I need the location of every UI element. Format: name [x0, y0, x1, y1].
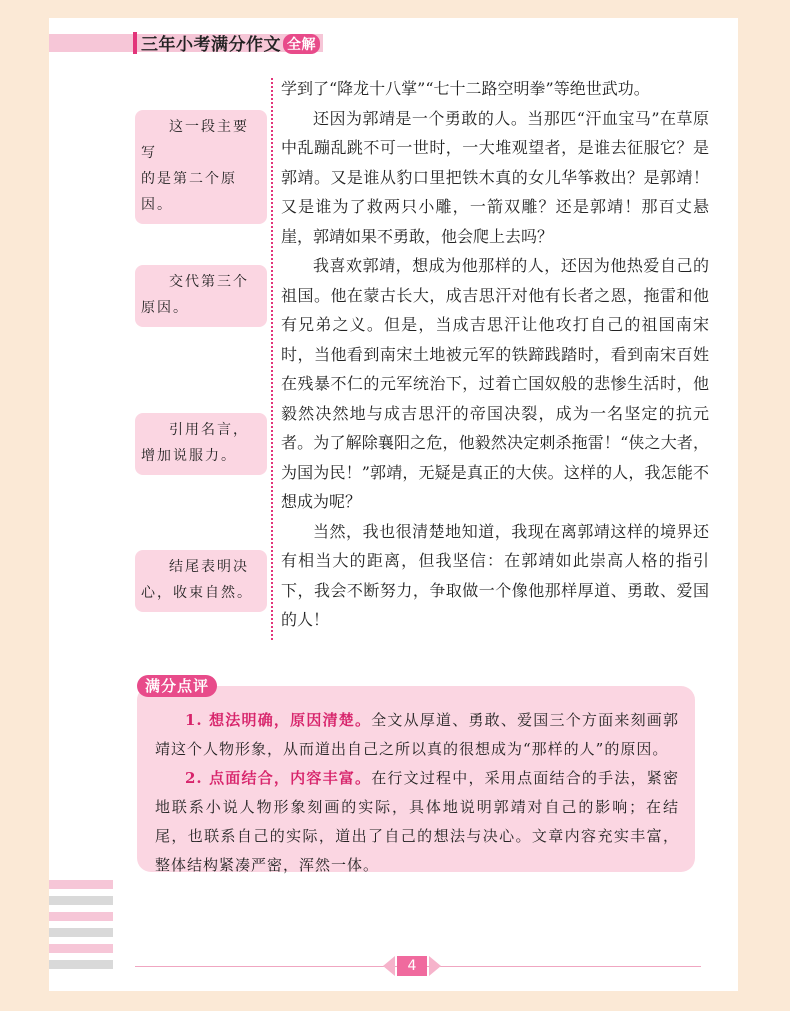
side-note — [135, 413, 267, 475]
decor-stripe — [49, 960, 113, 969]
decor-stripe — [49, 880, 113, 889]
essay-paragraph: 当然，我也很清楚地知道，我现在离郭靖这样的境界还有相当大的距离，但我坚信：在郭靖如此崇高人格的指引下，我会不断努力，争取做一个像他那样厚道、勇敢、爱国的人！ — [281, 521, 709, 629]
essay-paragraph: 学到了“降龙十八掌”“七十二路空明拳”等绝世武功。 — [281, 79, 650, 98]
page-number: 4 — [397, 956, 427, 976]
essay-body — [281, 74, 709, 635]
side-note — [135, 265, 267, 327]
side-note-line: 这一段主要写 — [141, 119, 249, 161]
comment-item-text: 全文从厚道、勇敢、爱国三个方面来刻画郭靖这个人物形象，从而道出自己之所以真的很想成为“那样的人”的原因。 — [155, 711, 679, 758]
side-note-line: 心，收束自然。 — [141, 585, 253, 601]
side-note-line: 引用名言， — [169, 422, 249, 438]
side-note — [135, 110, 267, 224]
decor-stripe — [49, 928, 113, 937]
comment-box — [137, 686, 695, 872]
decor-stripe — [49, 896, 113, 905]
essay-paragraph: 我喜欢郭靖，想成为他那样的人，还因为他热爱自己的祖国。他在蒙古长大，成吉思汗对他有长者之恩，拖雷和他有兄弟之义。但是，当成吉思汗让他攻打自己的祖国南宋时，当他看到南宋土地被元军的铁蹄践踏时，看到南宋百姓在残暴不仁的元军统治下，过着亡国奴般的悲惨生活时，他毅然决然地与成吉思汗的帝国决裂，成为一名坚定的抗元者。为了解除襄阳之危，他毅然决定刺杀拖雷！“侠之大者，为国为民！”郭靖，无疑是真正的大侠。这样的人，我怎能不想成为呢？ — [281, 256, 709, 511]
book-title-text: 三年小考满分作文 — [141, 35, 281, 55]
essay-paragraph: 还因为郭靖是一个勇敢的人。当那匹“汗血宝马”在草原中乱蹦乱跳不可一世时，一大堆观望者，是谁去征服它？是郭靖。又是谁从豹口里把铁木真的女儿华筝救出？是郭靖！又是谁为了救两只小雕，一箭双雕？还是郭靖！那百丈悬崖，郭靖如果不勇敢，他会爬上去吗？ — [281, 108, 709, 246]
page — [49, 18, 738, 991]
decor-stripe — [49, 944, 113, 953]
book-title — [141, 30, 320, 55]
comment-item-text: 在行文过程中，采用点面结合的手法，紧密地联系小说人物形象刻画的实际，具体地说明郭靖对自己的影响；在结尾，也联系自己的实际，道出了自己的想法与决心。文章内容充实丰富，整体结构紧凑严密，浑然一体。 — [155, 769, 679, 874]
side-note-line: 增加说服力。 — [141, 448, 237, 464]
side-note-line: 的是第二个原因。 — [141, 171, 237, 213]
book-title-badge: 全解 — [283, 34, 320, 54]
margin-divider — [271, 78, 273, 640]
side-note-line: 结尾表明决 — [169, 559, 249, 575]
decor-stripe — [49, 912, 113, 921]
side-note-line: 交代第三个 — [169, 274, 249, 290]
comment-label: 满分点评 — [137, 675, 217, 697]
side-note — [135, 550, 267, 612]
side-note-line: 原因。 — [141, 300, 189, 316]
comment-item-head: 2. 点面结合，内容丰富。 — [185, 769, 372, 787]
comment-item — [155, 764, 679, 880]
comment-item — [155, 706, 679, 764]
comment-item-head: 1. 想法明确，原因清楚。 — [185, 711, 372, 729]
header-accent-bar — [133, 32, 137, 54]
footer-arrow-left-icon — [383, 956, 395, 976]
footer-arrow-right-icon — [429, 956, 441, 976]
